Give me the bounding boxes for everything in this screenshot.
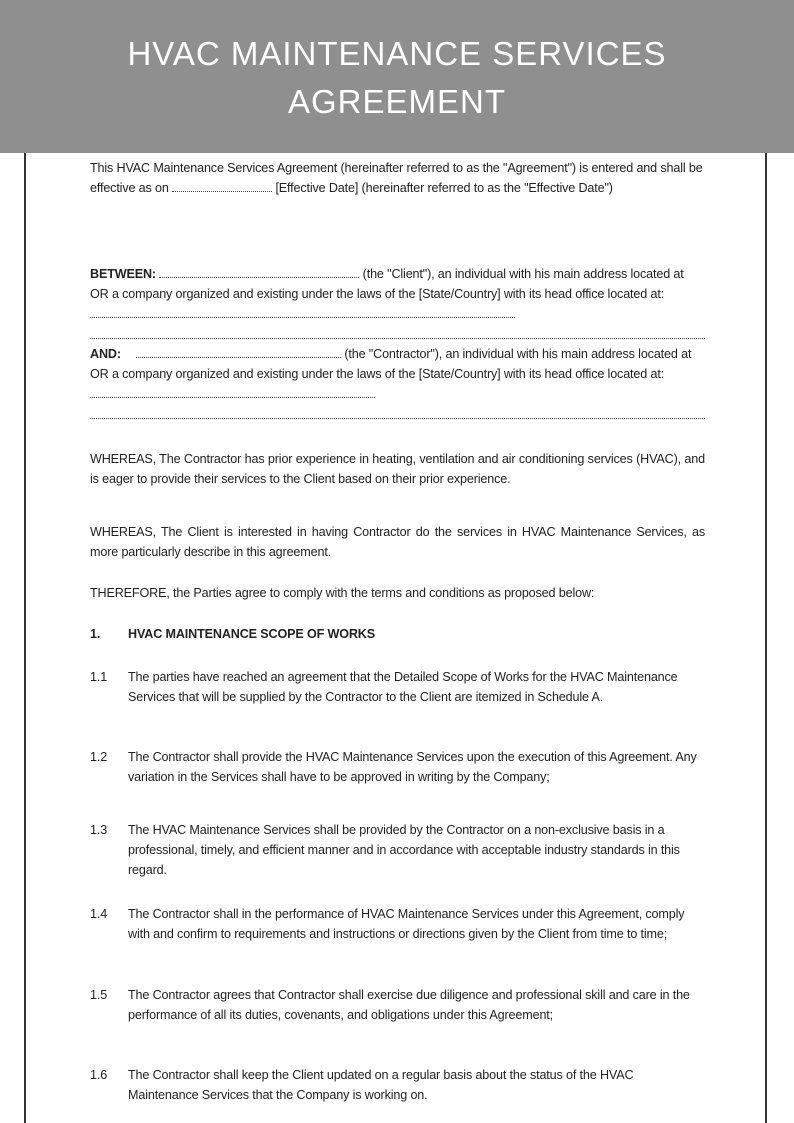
- contractor-address-blank[interactable]: [90, 387, 375, 398]
- clause: [90, 747, 705, 787]
- between-text: (the "Client"), an individual with his main address located at OR a company organized and existing under the laws of the [State/Country] with its head office located at:: [90, 267, 684, 301]
- clause-number: 1.2: [90, 750, 108, 764]
- therefore-paragraph: THEREFORE, the Parties agree to comply with the terms and conditions as proposed below:: [90, 586, 595, 600]
- clause-number: 1.6: [90, 1068, 108, 1082]
- client-address-blank-2[interactable]: [90, 324, 705, 339]
- clause-number: 1.3: [90, 823, 108, 837]
- whereas-paragraph-2: WHEREAS, The Client is interested in having Contractor do the services in HVAC Maintenance Services, as more particularly describe in this agreement.: [90, 525, 705, 559]
- section-heading: [90, 624, 705, 644]
- clause-text: The HVAC Maintenance Services shall be provided by the Contractor on a non-exclusive basis in a professional, timely, and efficient manner and in accordance with acceptable industry standards in this regard.: [128, 823, 680, 877]
- contractor-address-blank-2[interactable]: [90, 404, 705, 419]
- clause-number: 1.4: [90, 907, 108, 921]
- page-border-left: [24, 153, 26, 1123]
- clause-text: The Contractor agrees that Contractor shall exercise due diligence and professional skill and care in the performance of all its duties, covenants, and obligations under this Agreement;: [128, 988, 690, 1022]
- clause-number: 1.1: [90, 670, 108, 684]
- section-number: 1.: [90, 627, 101, 641]
- clause: [90, 1065, 705, 1105]
- intro-paragraph: [90, 158, 705, 198]
- client-address-blank[interactable]: [90, 307, 515, 318]
- section-title: HVAC MAINTENANCE SCOPE OF WORKS: [128, 627, 375, 641]
- page-border-right: [765, 153, 767, 1123]
- clause: [90, 985, 705, 1025]
- intro-text: This HVAC Maintenance Services Agreement (hereinafter referred to as the "Agreement") is entered and shall be effective as on: [90, 161, 703, 195]
- and-paragraph: [90, 344, 705, 425]
- clause-text: The Contractor shall in the performance of HVAC Maintenance Services under this Agreement, comply with and confirm to requirements and instructions or directions given by the Client from time to time;: [128, 907, 685, 941]
- and-text: (the "Contractor"), an individual with his main address located at OR a company organized and existing under the laws of the [State/Country] with its head office located at:: [90, 347, 692, 381]
- and-label: AND:: [90, 347, 121, 361]
- clause: [90, 904, 705, 944]
- between-label: BETWEEN:: [90, 267, 156, 281]
- title-line-1: HVAC MAINTENANCE SERVICES: [127, 35, 667, 72]
- client-name-blank[interactable]: [159, 267, 359, 278]
- title-line-2: AGREEMENT: [287, 83, 507, 120]
- clause-text: The parties have reached an agreement that the Detailed Scope of Works for the HVAC Maintenance Services that will be supplied by the Contractor to the Client are itemized in Schedule A.: [128, 670, 678, 704]
- whereas-paragraph-1: WHEREAS, The Contractor has prior experience in heating, ventilation and air conditioning services (HVAC), and is eager to provide their services to the Client based on their prior experience.: [90, 452, 705, 486]
- clause-text: The Contractor shall keep the Client updated on a regular basis about the status of the HVAC Maintenance Services that the Company is working on.: [128, 1068, 634, 1102]
- title-banner: [0, 0, 794, 153]
- effective-date-blank[interactable]: [172, 181, 272, 192]
- contractor-name-blank[interactable]: [136, 347, 341, 358]
- clause-text: The Contractor shall provide the HVAC Maintenance Services upon the execution of this Agreement. Any variation in the Services shall have to be approved in writing by the Company;: [128, 750, 697, 784]
- between-paragraph: [90, 264, 705, 345]
- clause-number: 1.5: [90, 988, 108, 1002]
- intro-text-2: [Effective Date] (hereinafter referred to as the "Effective Date"): [272, 181, 613, 195]
- clause: [90, 820, 705, 880]
- clause: [90, 667, 705, 707]
